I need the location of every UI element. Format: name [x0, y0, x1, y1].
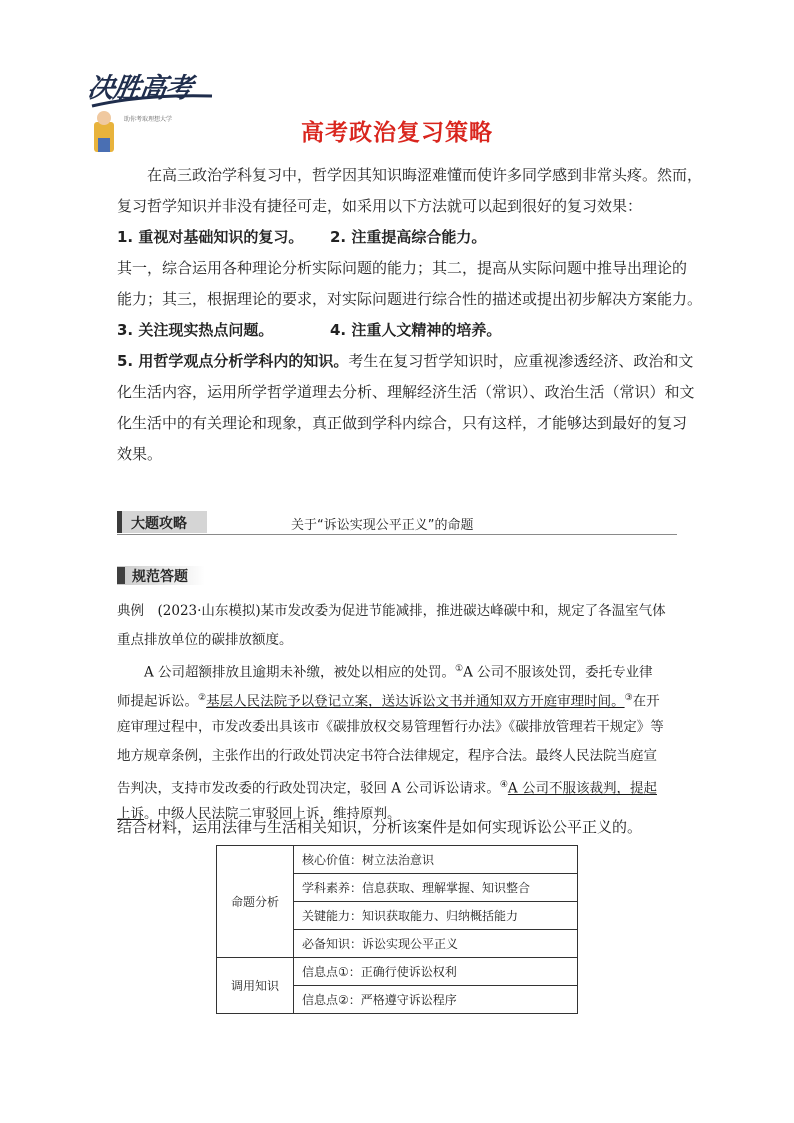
method-5-line-1 [117, 346, 694, 377]
table-cell [294, 930, 578, 958]
section-header-strategy [117, 511, 207, 533]
section-divider [117, 534, 677, 535]
example-underlined-text: 基层人民法院予以登记立案，送达诉讼文书并通知双方开庭审理时间。 [206, 693, 625, 710]
question: 结合材料，运用法律与生活相关知识，分析该案件是如何实现诉讼公平正义的。 [117, 818, 643, 836]
cell-label: 关键能力： [302, 909, 363, 923]
example-line-3 [117, 655, 687, 688]
marker-3: ③ [624, 693, 633, 703]
method-2-detail-1: 其一，综合运用各种理论分析实际问题的能力；其二，提高从实际问题中推导出理论的 [117, 259, 688, 277]
method-4: 4. 注重人文精神的培养。 [330, 321, 502, 339]
section-marker [117, 567, 125, 584]
intro-line-2: 复习哲学知识并非没有捷径可走，如采用以下方法就可以起到很好的复习效果： [117, 197, 643, 215]
example-text: 在开 [632, 693, 660, 710]
example-underlined-text: 上诉 [117, 806, 144, 822]
section-label: 规范答题 [132, 569, 188, 585]
example-line-6: 地方规章条例，主张作出的行政处罚决定书符合法律规定，程序合法。最终人民法院当庭宣 [117, 748, 657, 764]
table-row [217, 958, 578, 986]
cell-value: 诉讼实现公平正义 [362, 937, 459, 951]
table-cell [294, 958, 578, 986]
example-underlined-text: A 公司不服该裁判，提起 [507, 780, 657, 797]
section-subtitle: 关于“诉讼实现公平正义”的命题 [291, 518, 474, 533]
table-row [217, 846, 578, 874]
analysis-table [216, 845, 578, 1014]
marker-1: ① [455, 664, 464, 674]
example-text: A 公司不服该处罚，委托专业律 [463, 664, 653, 681]
cell-value: 信息获取、理解掌握、知识整合 [362, 881, 531, 895]
method-5-line-4: 效果。 [117, 445, 163, 463]
cell-value: 正确行使诉讼权利 [360, 965, 457, 979]
cell-label: 必备知识： [302, 937, 363, 951]
method-5-text: 考生在复习哲学知识时，应重视渗透经济、政治和文 [348, 352, 694, 370]
logo-slogan: 助你考取理想大学 [124, 116, 173, 123]
example-line-7 [117, 771, 687, 804]
example-text: 。中级人民法院二审驳回上诉，维持原判。 [144, 806, 401, 822]
example-text: 师提起诉讼。 [117, 693, 198, 710]
cell-value: 严格遵守诉讼程序 [360, 993, 457, 1007]
method-5-heading: 5. 用哲学观点分析学科内的知识。 [117, 352, 349, 370]
marker-4: ④ [499, 780, 508, 790]
logo-text: 决胜高考 [85, 73, 194, 104]
example-line-2: 重点排放单位的碳排放额度。 [117, 632, 293, 648]
example-line-5: 庭审理过程中，市发改委出具该市《碳排放权交易管理暂行办法》《碳排放管理若干规定》等 [117, 719, 664, 735]
cell-value: 知识获取能力、归纳概括能力 [362, 909, 519, 923]
page-title: 高考政治复习策略 [301, 120, 493, 146]
cell-label: 信息点②： [302, 993, 361, 1007]
section-header-answer [117, 566, 205, 585]
example-line-1: 典例 (2023·山东模拟)某市发改委为促进节能减排，推进碳达峰碳中和，规定了各温室气体 [117, 603, 666, 619]
table-category-analysis: 命题分析 [217, 846, 294, 958]
method-2: 2. 注重提高综合能力。 [330, 228, 487, 246]
marker-2: ② [198, 693, 207, 703]
example-text: 告判决，支持市发改委的行政处罚决定，驳回 A 公司诉讼请求。 [117, 780, 500, 797]
method-2-detail-2: 能力；其三，根据理论的要求，对实际问题进行综合性的描述或提出初步解决方案能力。 [117, 290, 703, 308]
example-line-4 [117, 684, 687, 717]
cell-value: 树立法治意识 [362, 853, 435, 867]
intro-line-1: 在高三政治学科复习中，哲学因其知识晦涩难懂而使许多同学感到非常头疼。然而， [147, 166, 703, 184]
cell-label: 信息点①： [302, 965, 361, 979]
table-cell [294, 846, 578, 874]
method-5-line-3: 化生活中的有关理论和现象，真正做到学科内综合，只有这样，才能够达到最好的复习 [117, 414, 688, 432]
method-3: 3. 关注现实热点问题。 [117, 321, 274, 339]
table-cell [294, 874, 578, 902]
cell-label: 学科素养： [302, 881, 363, 895]
table-cell [294, 986, 578, 1014]
table-category-knowledge: 调用知识 [217, 958, 294, 1014]
section-marker [117, 511, 122, 533]
method-5-line-2: 化生活内容，运用所学哲学道理去分析、理解经济生活（常识）、政治生活（常识）和文 [117, 383, 695, 401]
section-label: 大题攻略 [131, 516, 187, 532]
cell-label: 核心价值： [302, 853, 363, 867]
table-cell [294, 902, 578, 930]
example-text: A 公司超额排放且逾期未补缴，被处以相应的处罚。 [144, 664, 456, 681]
method-1: 1. 重视对基础知识的复习。 [117, 228, 304, 246]
